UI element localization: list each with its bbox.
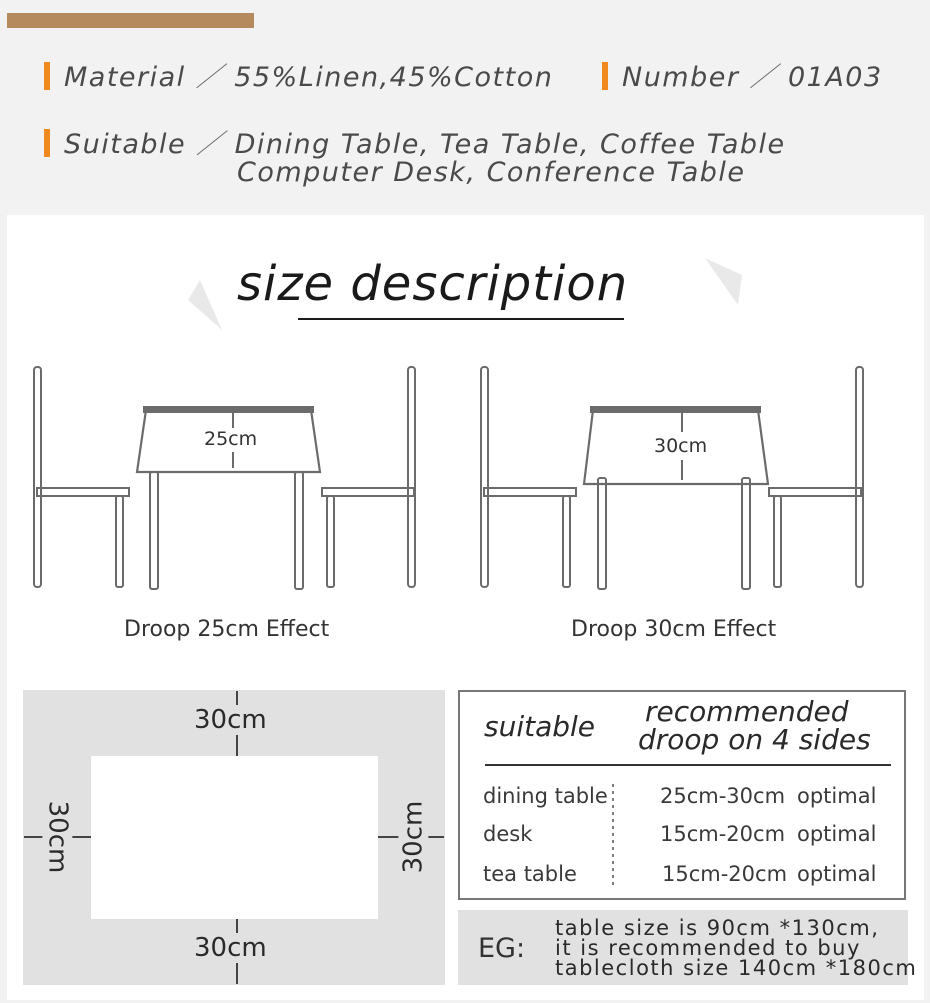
suitable-line1: Dining Table, Tea Table, Coffee Table <box>234 129 786 160</box>
header-droop: droop on 4 sides <box>638 723 871 756</box>
number-value: 01A03 <box>787 62 883 93</box>
material-label: Material <box>64 62 186 93</box>
example-line1: table size is 90cm *130cm, <box>555 916 880 940</box>
size-description-title: size description <box>237 256 629 312</box>
material-value: 55%Linen,45%Cotton <box>234 62 554 93</box>
row-type: tea table <box>483 862 577 886</box>
row-type: desk <box>483 822 533 846</box>
separator: ／ <box>196 129 225 160</box>
row-type: dining table <box>483 784 608 808</box>
header-suitable: suitable <box>484 710 596 743</box>
row-note: optimal <box>797 784 877 808</box>
row-note: optimal <box>797 822 877 846</box>
example-label: EG: <box>478 933 526 964</box>
suitable-label: Suitable <box>64 129 187 160</box>
separator: ／ <box>749 62 778 93</box>
header-recommended: recommended <box>645 695 849 728</box>
number-label: Number <box>622 62 740 93</box>
left-caption: Droop 25cm Effect <box>124 617 330 642</box>
row-range: 15cm-20cm <box>660 822 786 846</box>
row-range: 25cm-30cm <box>660 784 786 808</box>
dim-bottom: 30cm <box>194 933 267 963</box>
right-drop-label: 30cm <box>654 435 708 457</box>
suitable-line2: Computer Desk, Conference Table <box>237 157 746 188</box>
row-range: 15cm-20cm <box>662 862 788 886</box>
example-line2: it is recommended to buy <box>555 936 861 960</box>
right-caption: Droop 30cm Effect <box>571 617 777 642</box>
separator: ／ <box>195 62 225 93</box>
dim-right: 30cm <box>398 800 429 874</box>
row-note: optimal <box>797 862 877 886</box>
left-drop-label: 25cm <box>204 428 258 450</box>
dim-left: 30cm <box>42 800 73 874</box>
dim-top: 30cm <box>194 705 267 735</box>
example-line3: tablecloth size 140cm *180cm <box>555 956 918 980</box>
